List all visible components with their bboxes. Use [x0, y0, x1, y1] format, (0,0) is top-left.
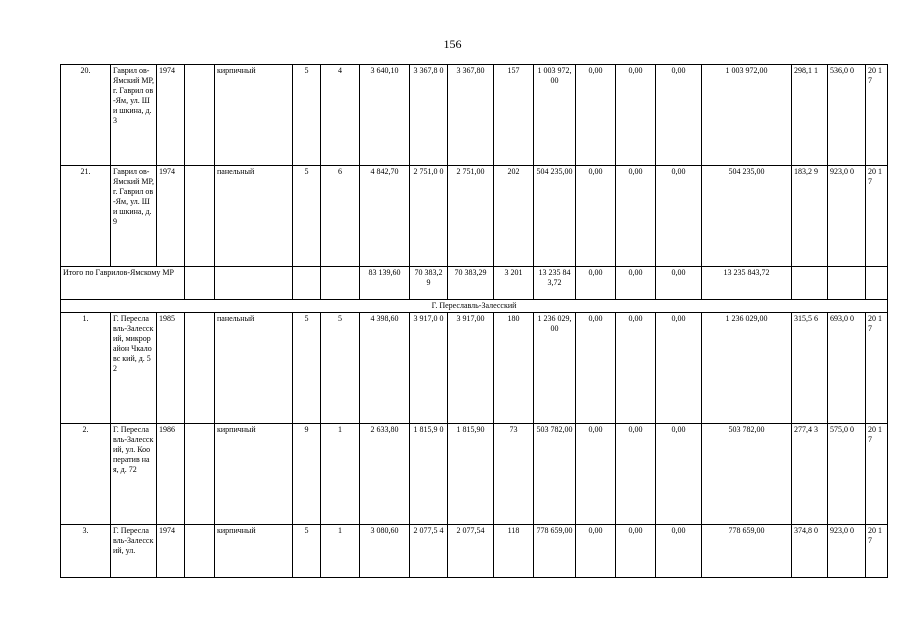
floors-cell: 5	[293, 65, 321, 166]
local-budget-cell: 0,00	[656, 313, 702, 424]
area-a-cell: 2 751,0 0	[410, 166, 448, 267]
specific-cost-cell: 374,8 0	[792, 525, 828, 578]
entrances-cell: 5	[321, 313, 360, 424]
regional-budget-cell: 0,00	[616, 424, 656, 525]
fund-cell: 0,00	[576, 424, 616, 525]
fund-cell: 0,00	[576, 166, 616, 267]
limit-cost-cell: 575,0 0	[828, 424, 866, 525]
area-b-cell: 3 917,00	[448, 313, 494, 424]
area-b-cell: 1 815,90	[448, 424, 494, 525]
row-number: 20.	[61, 65, 111, 166]
residents-cell: 180	[494, 313, 534, 424]
empty-cell	[185, 166, 215, 267]
floors-cell: 5	[293, 166, 321, 267]
fund-cell: 0,00	[576, 65, 616, 166]
table-row	[61, 65, 888, 166]
limit-cost-cell: 536,0 0	[828, 65, 866, 166]
total-label: Итого по Гаврилов-Ямскому МР	[61, 267, 185, 300]
area-a-cell: 3 367,8 0	[410, 65, 448, 166]
area-a-cell: 3 917,0 0	[410, 313, 448, 424]
owners-funds-cell: 503 782,00	[702, 424, 792, 525]
limit-cost-cell: 693,0 0	[828, 313, 866, 424]
table-row	[61, 525, 888, 578]
plan-year-cell: 20 17	[866, 65, 888, 166]
entrances-cell: 1	[321, 424, 360, 525]
wall-material-cell: кирпичный	[215, 424, 293, 525]
regional-budget-cell: 0,00	[616, 525, 656, 578]
section-title: Г. Переславль-Залесский	[61, 300, 888, 313]
cost-total-cell: 503 782,00	[534, 424, 576, 525]
plan-year-cell: 20 17	[866, 424, 888, 525]
floors-cell: 5	[293, 525, 321, 578]
empty-cell	[185, 313, 215, 424]
address-cell: Гаврил ов-Ямский МР, г. Гаврил ов-Ям, ул. Ши шкина, д. 3	[111, 65, 157, 166]
year-cell: 1974	[157, 65, 185, 166]
empty-cell	[866, 267, 888, 300]
total-area-sum: 83 139,60	[360, 267, 410, 300]
empty-cell	[792, 267, 828, 300]
empty-cell	[321, 267, 360, 300]
empty-cell	[215, 267, 293, 300]
row-number: 21.	[61, 166, 111, 267]
empty-cell	[185, 267, 215, 300]
empty-cell	[828, 267, 866, 300]
owners-funds-cell: 504 235,00	[702, 166, 792, 267]
table-row	[61, 424, 888, 525]
owners-funds-cell: 778 659,00	[702, 525, 792, 578]
total-row	[61, 267, 888, 300]
entrances-cell: 1	[321, 525, 360, 578]
address-cell: Гаврил ов-Ямский МР, г. Гаврил ов-Ям, ул. Ши шкина, д. 9	[111, 166, 157, 267]
total-area-cell: 2 633,80	[360, 424, 410, 525]
area-b-sum: 70 383,29	[448, 267, 494, 300]
row-number: 2.	[61, 424, 111, 525]
row-number: 1.	[61, 313, 111, 424]
wall-material-cell: панельный	[215, 166, 293, 267]
total-area-cell: 3 640,10	[360, 65, 410, 166]
specific-cost-cell: 315,5 6	[792, 313, 828, 424]
regional-budget-sum: 0,00	[616, 267, 656, 300]
area-a-cell: 1 815,9 0	[410, 424, 448, 525]
plan-year-cell: 20 17	[866, 313, 888, 424]
residents-cell: 202	[494, 166, 534, 267]
area-b-cell: 3 367,80	[448, 65, 494, 166]
local-budget-cell: 0,00	[656, 525, 702, 578]
specific-cost-cell: 298,1 1	[792, 65, 828, 166]
owners-funds-cell: 1 003 972,00	[702, 65, 792, 166]
area-a-cell: 2 077,5 4	[410, 525, 448, 578]
cost-total-cell: 1 236 029,00	[534, 313, 576, 424]
specific-cost-cell: 183,2 9	[792, 166, 828, 267]
fund-cell: 0,00	[576, 525, 616, 578]
year-cell: 1985	[157, 313, 185, 424]
page-number: 156	[443, 37, 462, 51]
floors-cell: 5	[293, 313, 321, 424]
wall-material-cell: панельный	[215, 313, 293, 424]
wall-material-cell: кирпичный	[215, 525, 293, 578]
area-b-cell: 2 751,00	[448, 166, 494, 267]
area-a-sum: 70 383,2 9	[410, 267, 448, 300]
housing-register-table	[60, 64, 888, 578]
local-budget-cell: 0,00	[656, 424, 702, 525]
cost-total-cell: 778 659,00	[534, 525, 576, 578]
section-row	[61, 300, 888, 313]
owners-funds-sum: 13 235 843,72	[702, 267, 792, 300]
fund-cell: 0,00	[576, 313, 616, 424]
residents-cell: 118	[494, 525, 534, 578]
plan-year-cell: 20 17	[866, 525, 888, 578]
entrances-cell: 4	[321, 65, 360, 166]
empty-cell	[293, 267, 321, 300]
owners-funds-cell: 1 236 029,00	[702, 313, 792, 424]
empty-cell	[185, 525, 215, 578]
address-cell: Г. Пересла вль-Залесск ий, ул. Коо ператив ная, д. 72	[111, 424, 157, 525]
total-area-cell: 3 080,60	[360, 525, 410, 578]
empty-cell	[185, 424, 215, 525]
regional-budget-cell: 0,00	[616, 313, 656, 424]
limit-cost-cell: 923,0 0	[828, 525, 866, 578]
cost-total-sum: 13 235 843,72	[534, 267, 576, 300]
area-b-cell: 2 077,54	[448, 525, 494, 578]
regional-budget-cell: 0,00	[616, 166, 656, 267]
row-number: 3.	[61, 525, 111, 578]
regional-budget-cell: 0,00	[616, 65, 656, 166]
wall-material-cell: кирпичный	[215, 65, 293, 166]
table-row	[61, 166, 888, 267]
cost-total-cell: 504 235,00	[534, 166, 576, 267]
plan-year-cell: 20 17	[866, 166, 888, 267]
year-cell: 1974	[157, 525, 185, 578]
floors-cell: 9	[293, 424, 321, 525]
total-area-cell: 4 398,60	[360, 313, 410, 424]
address-cell: Г. Пересла вль-Залесск ий, микрор айон Чкаловс кий, д. 52	[111, 313, 157, 424]
residents-cell: 157	[494, 65, 534, 166]
local-budget-cell: 0,00	[656, 65, 702, 166]
local-budget-sum: 0,00	[656, 267, 702, 300]
fund-sum: 0,00	[576, 267, 616, 300]
table-row	[61, 313, 888, 424]
residents-cell: 73	[494, 424, 534, 525]
cost-total-cell: 1 003 972,00	[534, 65, 576, 166]
residents-sum: 3 201	[494, 267, 534, 300]
year-cell: 1986	[157, 424, 185, 525]
address-cell: Г. Пересла вль-Залесск ий, ул.	[111, 525, 157, 578]
entrances-cell: 6	[321, 166, 360, 267]
empty-cell	[185, 65, 215, 166]
total-area-cell: 4 842,70	[360, 166, 410, 267]
specific-cost-cell: 277,4 3	[792, 424, 828, 525]
year-cell: 1974	[157, 166, 185, 267]
limit-cost-cell: 923,0 0	[828, 166, 866, 267]
local-budget-cell: 0,00	[656, 166, 702, 267]
